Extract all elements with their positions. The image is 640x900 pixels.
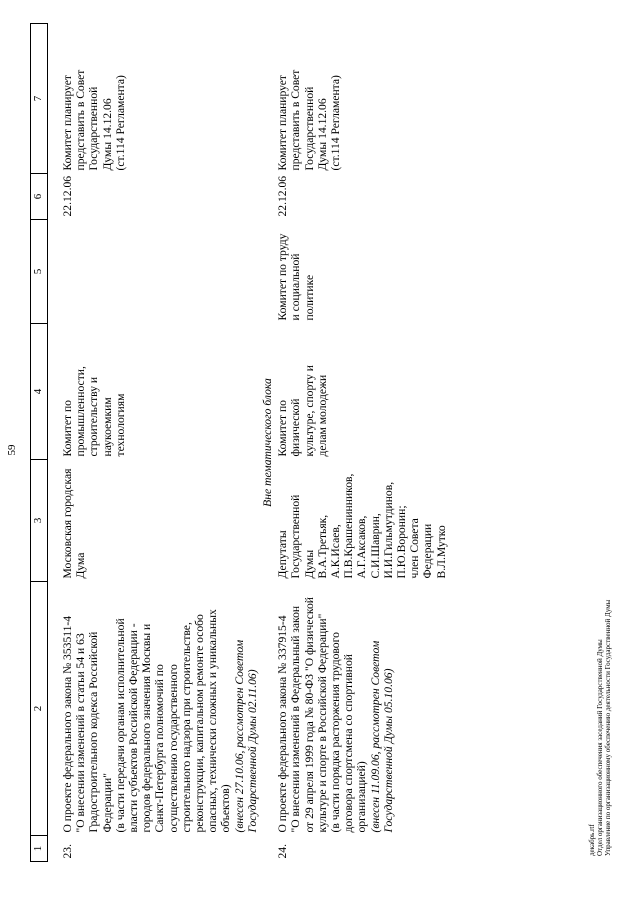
- author-line: Московская городская: [61, 468, 74, 579]
- bill-line: (в части передачи органам исполнительной: [113, 618, 127, 833]
- author-line: С.И.Шаврин,: [368, 513, 382, 579]
- remark-line: Думы 14.12.06: [315, 98, 329, 171]
- committee-line: культуре, спорту и: [302, 365, 316, 457]
- row-remark: [275, 24, 449, 174]
- bill-line: "О внесении изменений в Федеральный закон: [289, 605, 303, 833]
- bill-line: О проекте федерального закона № 337915-4: [276, 615, 290, 833]
- author-line: Государственной: [289, 494, 303, 579]
- committee-line: Комитет по: [276, 400, 290, 457]
- bill-line: договора спортсмена со спортивной: [342, 654, 356, 833]
- column-header: 2: [31, 582, 48, 836]
- column-header: 1: [31, 836, 48, 862]
- co-committee: [60, 220, 260, 324]
- footer-filename: декабрь.rtf: [588, 824, 596, 856]
- bill-line: городов федерального значения Москвы и: [140, 623, 154, 833]
- column-header: 6: [31, 174, 48, 220]
- bill-note: (внесен 27.10.06, рассмотрен Советом: [232, 639, 246, 833]
- bill-author: [60, 460, 260, 582]
- table-row: [60, 24, 260, 862]
- page-number: 59: [6, 444, 18, 456]
- committee-line: строительству и: [87, 376, 101, 457]
- committee-line: делам молодежи: [315, 374, 329, 457]
- author-line: Дума: [74, 552, 88, 579]
- table-row: [275, 24, 449, 862]
- committee-line: наукоемким: [100, 397, 114, 457]
- bill-line: осуществлению государственного: [166, 664, 180, 833]
- committee-line: Комитет по: [61, 400, 74, 457]
- row-date: 22.12.06: [276, 175, 290, 217]
- section-row: [260, 24, 275, 862]
- remark-line: Комитет планирует: [61, 75, 74, 171]
- column-header-row: [31, 24, 48, 862]
- bill-line: от 29 апреля 1999 года № 80-ФЗ "О физической: [302, 597, 316, 833]
- remark-line: представить в Совет: [289, 69, 303, 171]
- remark-line: Государственной: [87, 86, 101, 171]
- bill-note: Государственной Думы 05.10.06): [381, 668, 395, 833]
- author-line: Депутаты: [276, 530, 290, 579]
- bill-note: Государственной Думы 02.11.06): [245, 669, 259, 833]
- responsible-committee: [275, 324, 449, 460]
- row-date: 22.12.06: [61, 175, 74, 217]
- author-line: А.К.Исаев,: [329, 524, 343, 579]
- co-committee-line: политике: [302, 274, 316, 321]
- co-committee-line: Комитет по труду: [276, 233, 290, 321]
- bill-line: (в части порядка расторжения трудового: [329, 632, 343, 833]
- bill-line: Санкт-Петербурга полномочий по: [153, 664, 167, 833]
- bill-line: культуре и спорте в Российской Федерации": [315, 613, 329, 833]
- bill-line: О проекте федерального закона № 353511-4: [61, 615, 74, 833]
- responsible-committee: [60, 324, 260, 460]
- section-title: Вне тематического блока: [261, 378, 275, 507]
- bill-line: реконструкции, капитальном ремонте особо: [193, 614, 207, 833]
- author-line: А.Г.Аксаков,: [355, 515, 369, 579]
- remark-line: Государственной: [302, 86, 316, 171]
- remark-line: (ст.114 Регламента): [113, 75, 127, 171]
- footer-directorate: Управление по организационному обеспечению деятельности Государственной Думы: [604, 599, 612, 856]
- author-line: Федерации: [421, 523, 435, 579]
- bill-line: власти субъектов Российской Федерации -: [127, 623, 141, 833]
- remark-line: (ст.114 Регламента): [329, 75, 343, 171]
- bill-line: объектов): [219, 784, 233, 833]
- author-line: В.А.Третьяк,: [315, 514, 329, 579]
- row-number: 24.: [276, 844, 290, 859]
- column-header: 5: [31, 220, 48, 324]
- co-committee: [275, 220, 449, 324]
- bill-line: организацией): [355, 761, 369, 833]
- author-line: член Совета: [408, 518, 422, 579]
- remark-line: Комитет планирует: [276, 75, 290, 171]
- author-line: Думы: [302, 549, 316, 579]
- row-remark: [60, 24, 260, 174]
- footer-department: Отдел организационного обеспечения заседаний Государственной Думы: [596, 639, 604, 856]
- bill-line: опасных, технически сложных и уникальных: [206, 609, 220, 833]
- remark-line: представить в Совет: [74, 69, 88, 171]
- bill-description: [275, 582, 449, 836]
- bills-table: [30, 23, 449, 862]
- remark-line: Думы 14.12.06: [100, 98, 114, 171]
- footer: [588, 600, 612, 856]
- committee-line: физической: [289, 398, 303, 457]
- column-header: 7: [31, 24, 48, 174]
- author-line: П.Ю.Воронин;: [395, 505, 409, 579]
- committee-line: промышленности,: [74, 366, 88, 457]
- co-committee-line: и социальной: [289, 253, 303, 321]
- row-number: 23.: [61, 844, 74, 859]
- author-line: П.В.Крашенинников,: [342, 473, 356, 579]
- column-header: 4: [31, 324, 48, 460]
- column-header: 3: [31, 460, 48, 582]
- bill-author: [275, 460, 449, 582]
- bill-description: [60, 582, 260, 836]
- bill-line: "О внесении изменений в статьи 54 и 63: [74, 633, 88, 833]
- author-line: И.И.Гильмутдинов,: [381, 481, 395, 579]
- bill-line: Градостроительного кодекса Российской: [87, 631, 101, 833]
- bill-line: строительного надзора при строительстве,: [179, 622, 193, 833]
- committee-line: технологиям: [113, 393, 127, 457]
- bill-note: (внесен 11.09.06, рассмотрен Советом: [368, 640, 382, 833]
- author-line: В.Л.Мутко: [434, 525, 448, 579]
- bill-line: Федерации": [100, 773, 114, 833]
